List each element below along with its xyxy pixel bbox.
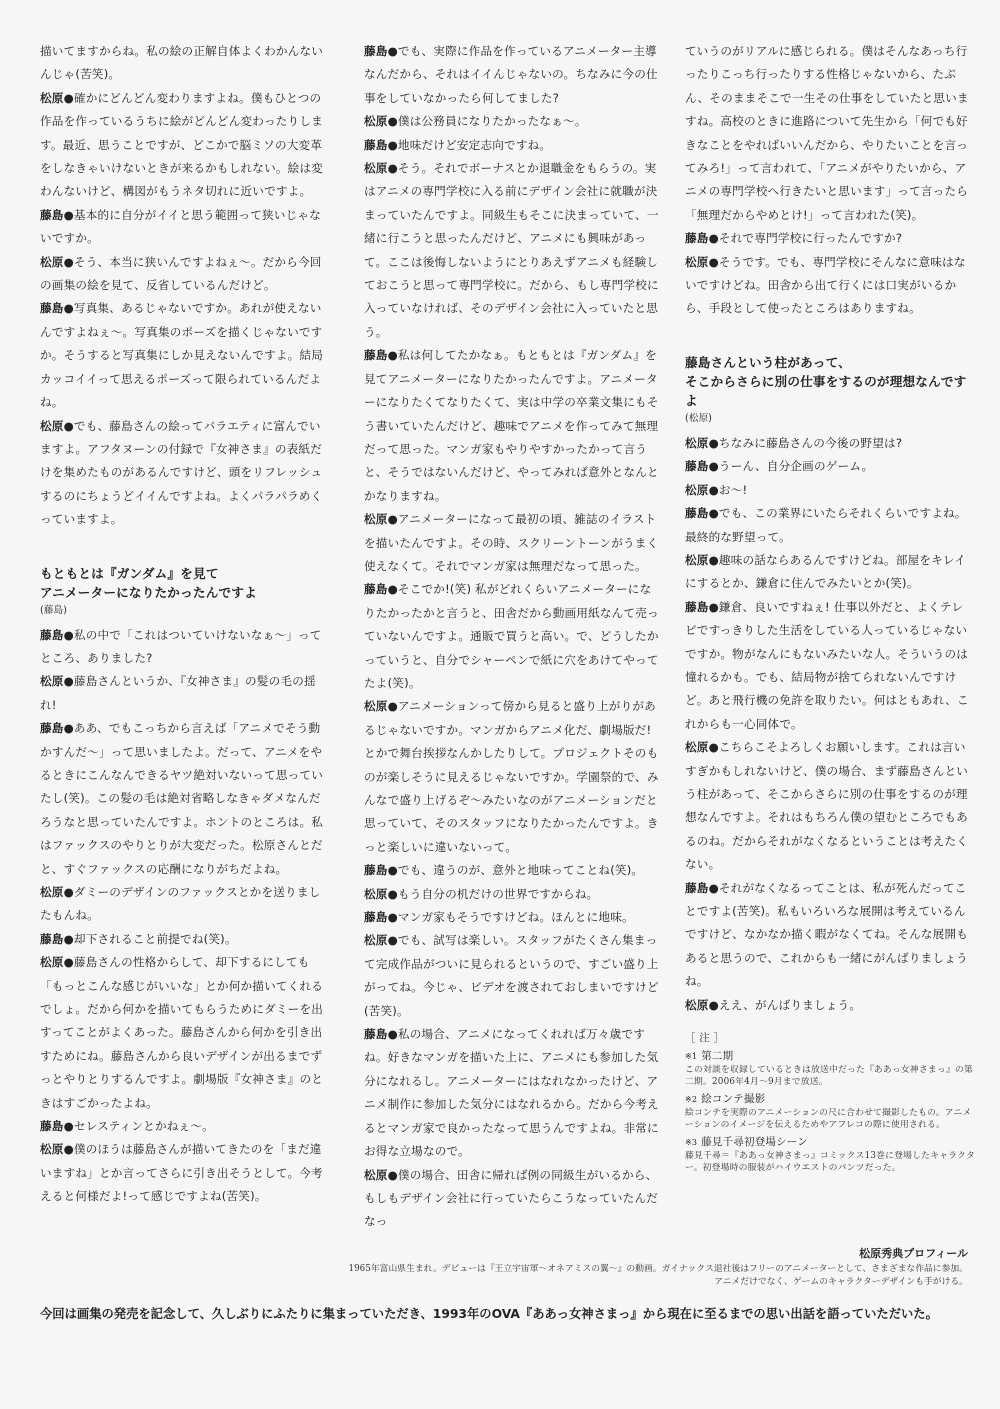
dialogue-paragraph [685, 877, 975, 994]
dialogue-text: 僕は公務員になりたかったなぁ～。 [397, 114, 587, 129]
speaker-label: 松原● [40, 90, 74, 105]
dialogue-paragraph [40, 297, 330, 414]
note-2 [685, 1092, 975, 1131]
dialogue-text: 確かにどんどん変わりますよね。僕もひとつの作品を作っているうちに絵がどんどん変わったりします。最近、思うことですが、どこかで脳ミソの大変革をしなきゃいけないときが来るかもしれない。絵は変わんないけど、構図がもうネタ切れに近いですよ。 [40, 90, 324, 199]
column-2 [364, 40, 659, 1234]
speaker-label: 松原● [40, 885, 74, 899]
heading-2-line-2: そこからさらに別の仕事をするのが理想なんですよ [685, 373, 967, 408]
dialogue-paragraph [685, 432, 975, 455]
speaker-label: 松原● [40, 418, 74, 433]
dialogue-text: そう。それでボーナスとか退職金をもらうの。実はアニメの専門学校に入る前にデザイン会社に就職が決まっていたんですよ。同級生もそこに決まっていて、一緒に行こうと思ったんだけど、アニメにも興味があって。ここは後悔しないようにとりあえずアニメも経験しておこうと思って専門学校に。だから、もし専門学校に入っていなければ、そのデザイン会社に入っていたと思う。 [364, 161, 659, 339]
speaker-label: 藤島● [40, 207, 74, 222]
speaker-label: 松原● [40, 1142, 74, 1157]
dialogue-text: それがなくなるってことは、私が死んだってことですよ(苦笑)。私もいろいろな展開は考えているんですけど、なかなか描く暇がなくてね。そんな展開もあると思うので、これからも一緒にがんばりましょうね。 [685, 880, 969, 989]
dialogue-text: アニメーションって傍から見ると盛り上がりがあるじゃないですか。マンガからアニメ化だ、劇場版だ!とかで舞台挨拶なんかしたりして。プロジェクトそのものが楽しそうに見えるじゃないですか。学園祭的で、みんなで盛り上げるぞ～みたいなのがアニメーションだと思っていて、そのスタッフになりたかったんですよ。きっと楽しいに違いないって。 [364, 699, 659, 854]
dialogue-text: うーん、自分企画のゲーム。 [718, 459, 874, 474]
dialogue-text: 僕のほうは藤島さんが描いてきたのを「まだ違いますね」とか言ってさらに引き出そうとして。今考えると何様だよ!って感じですよね(苦笑)。 [40, 1142, 323, 1204]
speaker-label: 松原● [40, 955, 74, 970]
col3-paragraphs [685, 40, 975, 321]
column-1 [40, 40, 330, 1209]
dialogue-text: 鎌倉、良いですねぇ! 仕事以外だと、よくテレビですっきりした生活をしている人っているじゃないですか。物がなんにもないみたいな人。そういうのは憧れるかも。でも、結局物が捨てられないんですけど。あと飛行機の免許を取りたい。何はともあれ、これからも一心同体で。 [685, 599, 969, 731]
speaker-label: 松原● [364, 886, 398, 901]
dialogue-paragraph [40, 1138, 330, 1208]
note-2-title: 絵コンテ撮影 [701, 1093, 766, 1106]
dialogue-text: 僕の場合、田舎に帰れば例の同級生がいるから、もしもデザイン会社に行っていたらこうなっていたんだなっ [364, 1167, 659, 1229]
dialogue-text: 描いてますからね。私の絵の正解自体よくわかんないんじゃ(苦笑)。 [40, 44, 324, 82]
note-3-body: 藤見千尋＝『ああっ女神さまっ』コミックス13巻に登場したキャラクター。初登場時の服装がハイウエストのパンツだった。 [685, 1151, 975, 1174]
note-1-num: ※1 [685, 1052, 698, 1062]
dialogue-text: そうです。でも、専門学校にそんなに意味はないですけどね。田舎から出て行くには口実がいるから、手段として使ったところはありますね。 [685, 254, 966, 316]
dialogue-text: そう、本当に狭いんですよねぇ～。だから今回の画集の絵を見て、反省しているんだけど。 [40, 254, 322, 293]
dialogue-text: もう自分の机だけの世界ですからね。 [397, 886, 599, 901]
dialogue-paragraph [40, 87, 330, 204]
speaker-label: 藤島● [685, 880, 719, 895]
dialogue-text: こちらこそよろしくお願いします。これは言いすぎかもしれないけど、僕の場合、まず藤島さんという柱があって、そこからさらに別の仕事をするのが理想なんですよ。それはもちろん僕の望むところでもあるのね。だからそれがなくなるということは考えたくない。 [685, 740, 969, 872]
dialogue-paragraph [685, 479, 975, 502]
notes [685, 1027, 975, 1174]
speaker-label: 藤島● [364, 863, 398, 878]
dialogue-paragraph [364, 110, 659, 133]
speaker-label: 松原● [685, 254, 719, 269]
note-3-title: 藤見千尋初登場シーン [701, 1136, 808, 1149]
column-3 [685, 40, 975, 1178]
dialogue-text: でも、試写は楽しい。スタッフがたくさん集まって完成作品がついに見られるというので、すごい盛り上がってね。今じゃ、ビデオを渡されておしまいですけど(苦笑)。 [364, 933, 659, 1018]
dialogue-paragraph [364, 906, 659, 929]
heading-2-speaker: (松原) [685, 412, 713, 424]
dialogue-text: でも、藤島さんの絵ってバラエティに富んでいますよ。アフタヌーンの付録で『女神さま』の表紙だけを集めたものがあるんですけど、頭をリフレッシュするのにちょうどイイんですよね。よくパラパラめくっていますよ。 [40, 418, 323, 527]
note-2-body: 絵コンテを実際のアニメーションの尺に合わせて撮影したもの。アニメーションのイメージを伝えるためやアフレコの際に使用される。 [685, 1108, 972, 1131]
speaker-label: 松原● [685, 552, 719, 567]
dialogue-text: アニメーターになって最初の頃、雑誌のイラストを描いたんですよ。その時、スクリーントーンがうまく使えなくて。それでマンガ家は無理だなって思った。 [364, 512, 659, 573]
intro-caption: 今回は画集の発売を記念して、久しぶりにふたりに集まっていただき、1993年のOVA『ああっ女神さまっ』から現在に至るまでの思い出話を語っていただいた。 [40, 1307, 938, 1321]
speaker-label: 藤島● [685, 506, 719, 521]
note-2-num: ※2 [685, 1095, 698, 1105]
speaker-label: 松原● [364, 114, 398, 129]
dialogue-text: 地味だけど安定志向ですね。 [397, 137, 552, 152]
dialogue-paragraph [40, 40, 330, 87]
dialogue-text: 私の場合、アニメになってくれれば万々歳ですね。好きなマンガを描いた上に、アニメにも参加した気分になれるし。アニメーターにはなれなかったけど、アニメ制作に参加した気分にはなれるから。だから今考えるとマンガ家で良かったなって思うんですよね。非常にお得な立場なので。 [364, 1027, 659, 1159]
speaker-label: 藤島● [364, 137, 398, 152]
heading-1-speaker: (藤島) [40, 604, 68, 616]
speaker-label: 藤島● [40, 1119, 74, 1134]
dialogue-paragraph [364, 578, 659, 695]
heading-2-line-1: 藤島さんという柱があって、 [685, 354, 851, 370]
speaker-label: 藤島● [364, 1027, 398, 1042]
note-1 [685, 1049, 975, 1088]
dialogue-text: 却下されること前提でね(笑)。 [73, 931, 237, 946]
dialogue-text: 藤島さんというか、『女神さま』の髪の毛の揺れ! [40, 674, 316, 712]
speaker-label: 藤島● [685, 459, 719, 474]
speaker-label: 松原● [40, 254, 74, 269]
col1-paragraphs [40, 40, 330, 532]
heading-1-line-1: もともとは『ガンダム』を見て [40, 565, 219, 581]
dialogue-text: 私の中で「これはついていけないなぁ～」ってところ、ありました? [40, 627, 322, 665]
dialogue-paragraph [364, 929, 659, 1023]
speaker-label: 藤島● [40, 301, 74, 316]
speaker-label: 松原● [685, 997, 719, 1012]
note-3 [685, 1135, 975, 1174]
dialogue-text: ちなみに藤島さんの今後の野望は? [718, 435, 903, 450]
speaker-label: 松原● [685, 435, 719, 450]
dialogue-paragraph [685, 227, 975, 250]
dialogue-paragraph [685, 455, 975, 478]
dialogue-paragraph [364, 344, 659, 508]
dialogue-paragraph [40, 670, 330, 717]
col1b-paragraphs [40, 624, 330, 1209]
speaker-label: 藤島● [364, 348, 398, 363]
col2-paragraphs [364, 40, 659, 1234]
dialogue-paragraph [40, 951, 330, 1115]
speaker-label: 藤島● [40, 627, 74, 642]
dialogue-text: それで専門学校に行ったんですか? [718, 231, 903, 246]
speaker-label: 藤島● [364, 910, 398, 925]
dialogue-text: マンガ家もそうですけどね。ほんとに地味。 [397, 910, 634, 925]
dialogue-paragraph [364, 1023, 659, 1163]
dialogue-paragraph [685, 251, 975, 321]
dialogue-text: ダミーのデザインのファックスとかを送りましたもんね。 [40, 885, 321, 923]
heading-1-line-2: アニメーターになりたかったんですよ [40, 584, 257, 600]
col3b-paragraphs [685, 432, 975, 1017]
section-heading-2 [685, 353, 975, 428]
dialogue-paragraph [364, 883, 659, 906]
dialogue-text: でも、実際に作品を作っているアニメーター主導なんだから、それはイイんじゃないの。ちなみに今の仕事をしていなかったら何してました? [364, 44, 658, 105]
dialogue-paragraph [40, 624, 330, 671]
dialogue-paragraph [685, 994, 975, 1017]
note-1-body: この対談を収録しているときは放送中だった『ああっ女神さまっ』の第二期。2006年4月～9月まで放送。 [685, 1065, 973, 1088]
dialogue-text: お～! [718, 482, 748, 497]
speaker-label: 松原● [364, 1167, 398, 1182]
dialogue-paragraph [364, 40, 659, 110]
speaker-label: 藤島● [40, 931, 74, 946]
dialogue-text: ていうのがリアルに感じられる。僕はそんなあっち行ったりこっち行ったりする性格じゃないから、たぶん、そのままそこで一生その仕事をしていたと思いますね。高校のときに進路について先生から「何でも好きなことをやればいいんだから、やりたいことを言ってみろ!」って言われて、「アニメがやりたいから、アニメの専門学校へ行きたいと思います」って言ったら「無理だからやめとけ!」って言われた(笑)。 [685, 44, 969, 222]
dialogue-paragraph [40, 251, 330, 298]
dialogue-paragraph [685, 549, 975, 596]
dialogue-paragraph [40, 928, 330, 951]
dialogue-text: でも、この業界にいたらそれくらいですよね。最終的な野望って。 [685, 506, 967, 544]
dialogue-text: 藤島さんの性格からして、却下するにしても「もっとこんな感じがいいな」とか何か描いてくれるでしょ。だから何かを描いてもらうためにダミーを出すってことがよくあった。藤島さんから何かを引き出すためにね。藤島さんから良いデザインが出るまでずっとやりとりするんですよ。劇場版『女神さま』のときはすごかったよね。 [40, 955, 324, 1110]
speaker-label: 松原● [364, 933, 398, 948]
speaker-label: 松原● [364, 512, 398, 527]
dialogue-paragraph [40, 1115, 330, 1138]
dialogue-text: ああ、でもこっちから言えば「アニメでそう動かすんだ～」って思いましたよ。だって、アニメをやるときにこんなんできるヤツ絶対いないって思っていたし(笑)。この髪の毛は絶対省略しなきゃダメなんだろうなと思っていたんですよ。ホントのところは。私はファックスのやりとりが大変だった。松原さんとだと、すぐファックスの応酬になりがちだよね。 [40, 721, 324, 876]
dialogue-text: ええ、がんばりましょう。 [718, 997, 862, 1012]
dialogue-paragraph [40, 717, 330, 881]
profile-body: 1965年富山県生まれ。デビューは『王立宇宙軍～オネアミスの翼～』の動画。ガイナックス退社後はフリーのアニメーターとして、さまざまな作品に参加。アニメだけでなく、ゲームのキャラクターデザインも手がける。 [348, 1264, 968, 1287]
dialogue-text: 趣味の話ならあるんですけどね。部屋をキレイにするとか、鎌倉に住んでみたいとか(笑)。 [685, 552, 966, 591]
dialogue-paragraph [364, 134, 659, 157]
dialogue-paragraph [364, 695, 659, 859]
dialogue-paragraph [685, 596, 975, 736]
speaker-label: 松原● [40, 674, 74, 689]
dialogue-paragraph [685, 40, 975, 227]
profile [348, 1245, 968, 1289]
dialogue-paragraph [685, 736, 975, 876]
note-3-num: ※3 [685, 1138, 698, 1148]
dialogue-text: そこでか!(笑) 私がどれくらいアニメーターになりたかったかと言うと、田舎だから動画用紙なんて売っていないんですよ。通販で買うと高い。で、どうしたかっていうと、自分でシャーペンで紙に穴をあけてやってたよ(笑)。 [364, 582, 659, 690]
speaker-label: 藤島● [685, 231, 719, 246]
dialogue-paragraph [364, 508, 659, 578]
dialogue-paragraph [364, 859, 659, 882]
dialogue-text: セレスティンとかねぇ～。 [73, 1119, 214, 1134]
profile-title: 松原秀典プロフィール [859, 1247, 968, 1260]
dialogue-text: でも、違うのが、意外と地味ってことね(笑)。 [397, 863, 644, 878]
speaker-label: 松原● [364, 699, 398, 714]
speaker-label: 藤島● [685, 599, 719, 614]
dialogue-paragraph [40, 881, 330, 928]
dialogue-text: 写真集、あるじゃないですか。あれが使えないんですよねぇ～。写真集のポーズを描くじゃないですか。そうすると写真集にしか見えないんですよ。結局カッコイイって思えるポーズって限られているんだよね。 [40, 301, 324, 410]
dialogue-text: 私は何してたかなぁ。もともとは『ガンダム』を見てアニメーターになりたかったんですよ。アニメーターになりたくてなりたくて、実は中学の卒業文集にもそう書いていたんだけど、趣味でアニメを作ってみて無理だって思った。マンガ家もやりやすかったかって言うと、そうではないんだけど、やってみれば意外となんとかなりますね。 [364, 348, 659, 503]
speaker-label: 松原● [364, 161, 398, 176]
dialogue-paragraph [40, 415, 330, 532]
dialogue-paragraph [40, 204, 330, 251]
speaker-label: 藤島● [40, 721, 74, 736]
dialogue-paragraph [364, 157, 659, 344]
dialogue-paragraph [364, 1164, 659, 1234]
speaker-label: 松原● [685, 482, 719, 497]
speaker-label: 松原● [685, 740, 719, 755]
note-1-title: 第二期 [701, 1050, 734, 1063]
speaker-label: 藤島● [364, 44, 398, 58]
dialogue-paragraph [685, 502, 975, 549]
notes-header: ［ 注 ］ [685, 1032, 725, 1045]
speaker-label: 藤島● [364, 582, 398, 597]
section-heading-1 [40, 564, 330, 620]
dialogue-text: 基本的に自分がイイと思う範囲って狭いじゃないですか。 [40, 207, 321, 246]
